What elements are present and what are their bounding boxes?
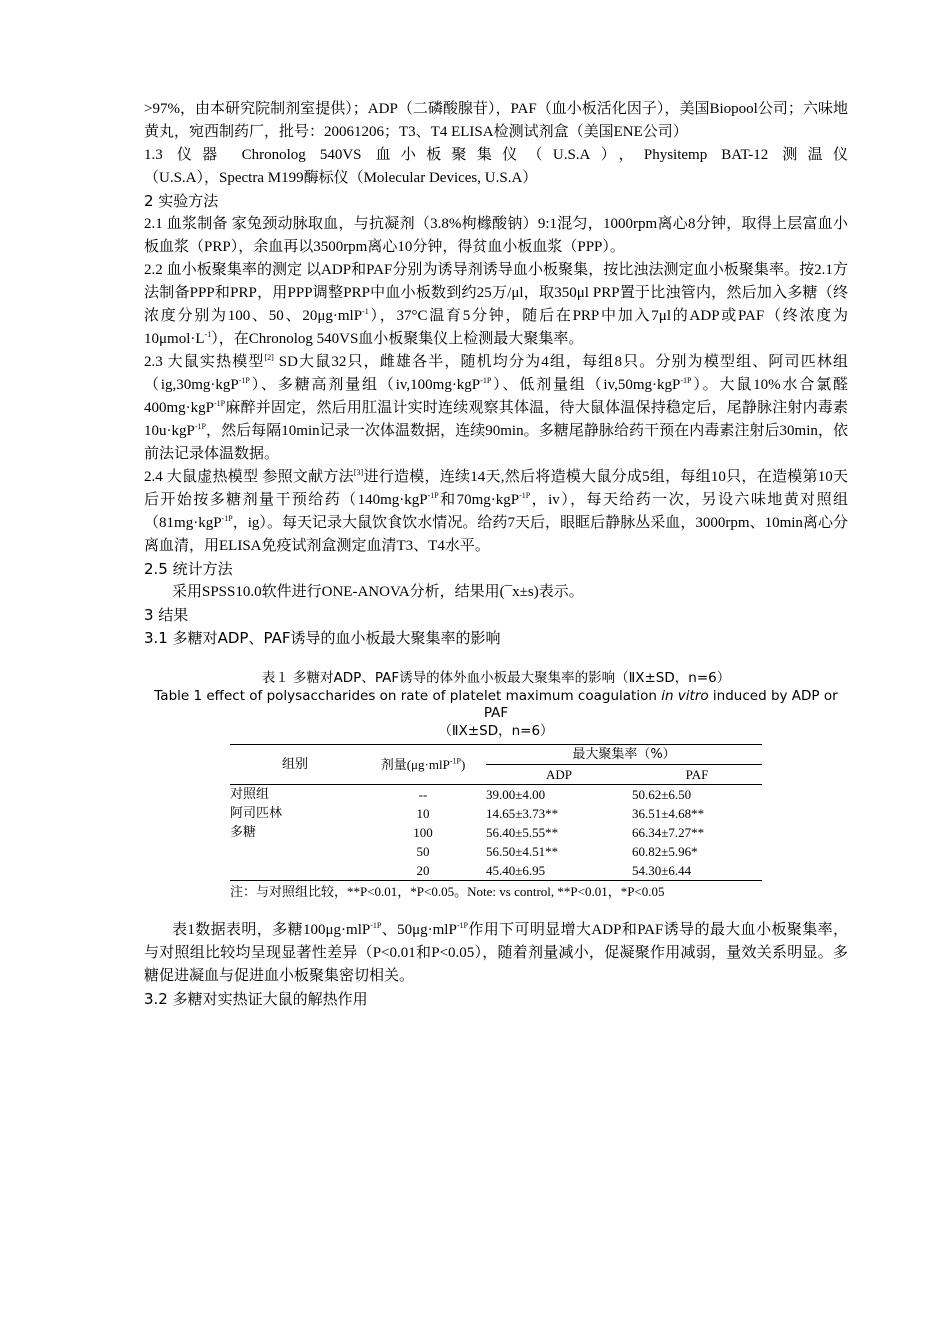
heat-model-paragraph <box>144 351 848 466</box>
instruments-line-1: 1.3 仪器 Chronolog 540VS 血小板聚集仪（U.S.A），Physitemp BAT-12 测温仪 <box>144 147 848 163</box>
text-span: ）、多糖高剂量组（iv,100mg·kgP <box>249 377 481 393</box>
cell-dose: 100 <box>413 825 433 840</box>
cell-adp: 14.65±3.73** <box>486 806 559 821</box>
text-span: 进行造模，连续14天,然后将造模大鼠分成5组，每组10只，在造模第10天后开始按多糖剂量干预给药（140mg·kgP <box>144 469 848 508</box>
superscript: -1 <box>204 330 212 339</box>
superscript: -1P <box>194 422 206 431</box>
plasma-prep-paragraph: 2.1 血浆制备 家兔颈动脉取血，与抗凝剂（3.8%枸橼酸钠）9:1混匀，1000rpm离心8分钟，取得上层富血小板血浆（PRP），余血再以3500rpm离心10分钟，得贫血小板血浆（PPP）。 <box>144 216 848 255</box>
cell-paf: 54.30±6.44 <box>632 861 762 881</box>
text-span: 和70mg·kgP <box>438 492 520 508</box>
superscript: -1P <box>480 376 492 385</box>
cell-group <box>230 861 360 881</box>
deficiency-model-paragraph <box>144 466 848 558</box>
results-paragraph <box>144 919 848 988</box>
text-span: induced by ADP or PAF <box>483 687 838 721</box>
cell-paf: 50.62±6.50 <box>632 787 692 802</box>
paper-page <box>144 98 848 1011</box>
text-span: 、50μg·mlP <box>381 922 457 938</box>
col-header-max-rate: 最大聚集率（%） <box>486 745 762 765</box>
cell-group: 阿司匹林 <box>230 806 283 821</box>
text-span: SD大鼠32只，雌雄各半，随机均分为4组，每组8只。分别为模型组、阿司匹林组（ig,30mg·kgP <box>144 354 848 393</box>
stats-paragraph: 采用SPSS10.0软件进行ONE-ANOVA分析，结果用(¯x±s)表示。 <box>172 584 584 600</box>
col-header-dose <box>360 745 486 785</box>
cell-dose: 10 <box>416 806 430 821</box>
text-span: 2.3 大鼠实热模型 <box>144 354 265 370</box>
text-span: ，iv），每天给药一次，另设六味地黄对照组（81mg·kgP <box>144 492 849 531</box>
table-row <box>230 804 762 823</box>
superscript: -1P <box>427 491 439 500</box>
superscript: -1P <box>456 921 468 930</box>
cell-adp: 56.40±5.55** <box>486 825 559 840</box>
cell-dose: 50 <box>416 844 430 859</box>
table-row <box>230 823 762 842</box>
text-span: ，ig）。每天记录大鼠饮食饮水情况。给药7天后，眼眶后静脉丛采血，3000rpm、10min离心分离血清，用ELISA免疫试剂盒测定血清T3、T4水平。 <box>144 515 848 554</box>
cell-group: 多糖 <box>230 825 257 840</box>
instruments-line-2: （U.S.A），Spectra M199酶标仪（Molecular Devices, U.S.A） <box>144 170 538 186</box>
superscript: -1 <box>362 307 369 316</box>
table-row <box>230 785 762 805</box>
subsection-heading-3-1: 3.1 多糖对ADP、PAF诱导的血小板最大聚集率的影响 <box>144 629 501 647</box>
table-caption-cn: 表１ 多糖对ADP、PAF诱导的体外血小板最大聚集率的影响（ⅡX±SD，n=6） <box>261 670 731 686</box>
superscript: -1P <box>449 756 461 766</box>
text-span: ，然后每隔10min记录一次体温数据，连续90min。多糖尾静脉给药干预在内毒素注射后30min，依前法记录体温数据。 <box>144 423 848 462</box>
superscript: -1P <box>238 376 250 385</box>
superscript: -1P <box>370 921 382 930</box>
section-heading-stats: 2.5 统计方法 <box>144 560 233 578</box>
text-span: 剂量(μg·mlP <box>380 757 450 772</box>
cell-paf: 66.34±7.27** <box>632 825 705 840</box>
section-heading-results: 3 结果 <box>144 606 189 624</box>
table-row <box>230 861 762 881</box>
citation: [3] <box>353 468 364 477</box>
cell-adp: 56.50±4.51** <box>486 844 559 859</box>
cell-adp: 39.00±4.00 <box>486 787 546 802</box>
table-row <box>230 842 762 861</box>
text-span: Table 1 effect of polysaccharides on rate of platelet maximum coagulation <box>154 687 662 704</box>
superscript: -1P <box>221 514 233 523</box>
cell-dose: -- <box>418 787 428 802</box>
cell-group: 对照组 <box>230 787 270 802</box>
text-span: 2.2 血小板聚集率的测定 以ADP和PAF分别为诱导剂诱导血小板聚集，按比浊法测定血小板聚集率。按2.1方法制备PPP和PRP，用PPP调整PRP中血小板数到约25万/μl，取350μl PRP置于比浊管内，然后加入多糖（终浓度分别为100、50、20μg·mlP <box>144 262 848 324</box>
cell-group <box>230 842 360 861</box>
col-header-paf: PAF <box>632 765 762 785</box>
text-span: ) <box>460 757 466 772</box>
superscript: -1P <box>519 491 531 500</box>
materials-paragraph: >97%，由本研究院制剂室提供）；ADP（二磷酸腺苷），PAF（血小板活化因子），美国Biopool公司；六味地黄丸，宛西制药厂，批号：20061206；T3、T4 ELISA检测试剂盒（美国ENE公司） <box>144 101 848 140</box>
aggregation-paragraph <box>144 259 848 351</box>
text-span: ）。大鼠10%水合氯醛400mg·kgP <box>144 377 848 416</box>
text-span: 表1数据表明，多糖100μg·mlP <box>172 922 371 938</box>
table-block <box>144 670 848 903</box>
table-note: 注：与对照组比较，**P<0.01，*P<0.05。Note: vs control, **P<0.01，*P<0.05 <box>230 884 665 899</box>
cell-paf: 36.51±4.68** <box>632 806 705 821</box>
text-span: ）、低剂量组（iv,50mg·kgP <box>491 377 681 393</box>
citation: [2] <box>264 353 274 362</box>
italic-text: in vitro <box>661 687 709 704</box>
section-heading-methods: 2 实验方法 <box>144 192 219 210</box>
col-header-group: 组别 <box>230 745 360 785</box>
table-caption-stats: （ⅡX±SD，n=6） <box>438 722 554 739</box>
text-span: 2.4 大鼠虚热模型 参照文献方法 <box>144 469 354 485</box>
text-span: 作用下可明显增大ADP和PAF诱导的最大血小板聚集率，与对照组比较均呈现显著性差异（P<0.01和P<0.05），随着剂量减小，促凝聚作用减弱，量效关系明显。多糖促进凝血与促进血小板聚集密切相关。 <box>144 922 849 984</box>
col-header-adp: ADP <box>486 765 632 785</box>
text-span: 麻醉并固定，然后用肛温计实时连续观察其体温，待大鼠体温保持稳定后，尾静脉注射内毒素10u·kgP <box>144 400 848 439</box>
text-span: ），在Chronolog 540VS血小板聚集仪上检测最大聚集率。 <box>211 331 584 347</box>
cell-paf: 60.82±5.96* <box>632 844 698 859</box>
cell-dose: 20 <box>360 861 486 881</box>
superscript: -1P <box>680 376 692 385</box>
subsection-heading-3-2: 3.2 多糖对实热证大鼠的解热作用 <box>144 990 368 1008</box>
text-span: ），37°C温育5分钟，随后在PRP中加入7μl的ADP或PAF（终浓度为10μmol·L <box>144 308 848 347</box>
data-table <box>230 744 762 881</box>
table-caption-en <box>144 688 848 723</box>
cell-adp: 45.40±6.95 <box>486 861 632 881</box>
superscript: -1P <box>214 399 226 408</box>
